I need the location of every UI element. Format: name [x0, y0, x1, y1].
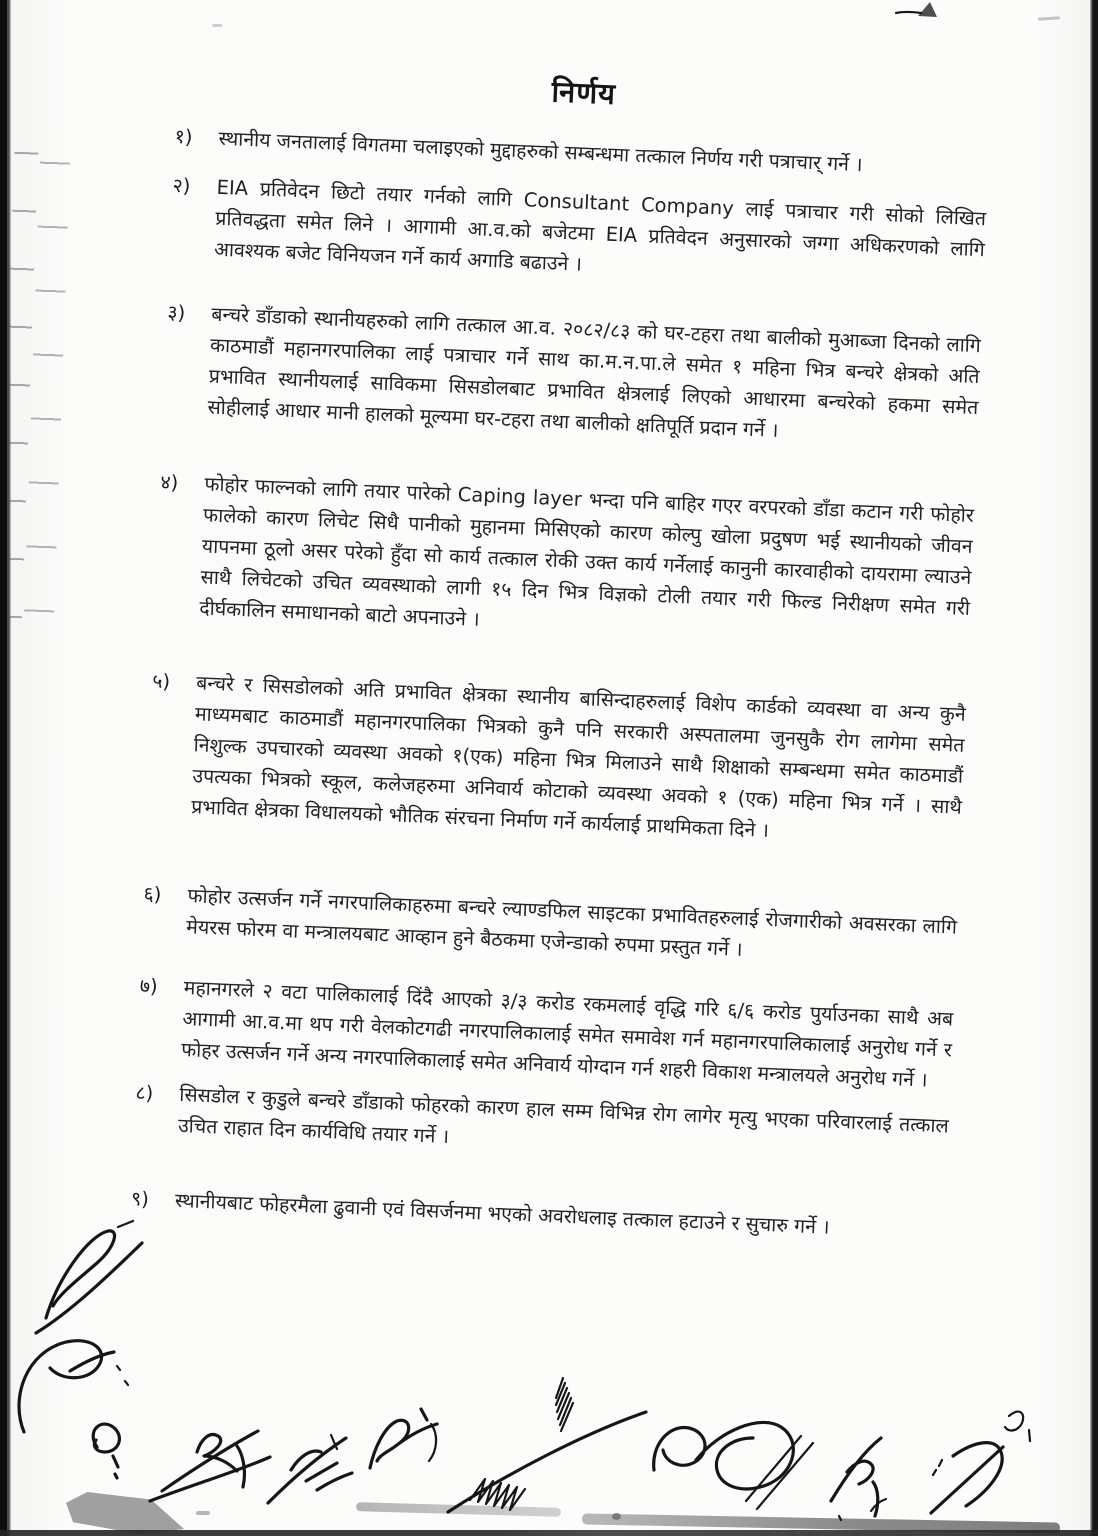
item-text: फोहोर फाल्नको लागि तयार पारेको Caping layer भन्दा पनि बाहिर गएर वरपरको डाँडा कटान गरी फोहोर फालेको कारण लिचेट सिधै पानीको मुहानमा मिसिएको कारण कोल्पु खोला प्रदुषण भई स्थानीयको जीवन यापनमा ठूलो असर परेको हुँदा सो कार्य तत्काल रोकी उक्त कार्य गर्नेलाई कानुनी कारवाहीको दायरामा ल्याउने साथै लिचेटको उचित व्यवस्थाको लागी १५ दिन भित्र विज्ञको टोली तयार गरी फिल्ड निरीक्षण समेत गरी दीर्घकालिन समाधानको बाटो अपनाउने । [198, 472, 975, 631]
page-title: निर्णय [550, 74, 617, 111]
item-number: ६) [143, 882, 162, 907]
scan-edge-left [0, 0, 11, 1536]
item-text: फोहोर उत्सर्जन गर्ने नगरपालिकाहरुमा बन्चरे ल्याण्डफिल साइटका प्रभावितहरुलाई रोजगारीको अवसरका लागि मेयरस फोरम वा मन्त्रालयबाट आव्हान हुने बैठकमा एजेन्डाको रुपमा प्रस्तुत गर्ने । [185, 884, 958, 961]
signature-10-slash [931, 1447, 1003, 1513]
decision-item-6 [142, 878, 958, 973]
signature-2-dots [117, 1366, 128, 1385]
signature-1 [46, 1231, 115, 1318]
signature-8 [654, 1422, 794, 1489]
signature-10-dots [933, 1430, 1030, 1475]
signature-4-underline [150, 1457, 270, 1501]
item-text: सिसडोल र कुडुले बन्चरे डाँडाको फोहरको कारण हाल सम्म विभिन्न रोग लागेर मृत्यु भएका परिवारलाई तत्काल उचित राहात दिन कार्यविधि तयार गर्ने । [177, 1082, 950, 1149]
signature-9 [831, 1438, 881, 1516]
signature-7-slash [448, 1412, 646, 1512]
signature-7-feather [556, 1378, 573, 1431]
signature-5 [268, 1438, 352, 1503]
item-number: ३) [167, 300, 186, 325]
signature-9-accent [839, 1499, 886, 1520]
item-number: ५) [151, 669, 171, 694]
signature-4 [162, 1431, 258, 1491]
decision-item-9 [130, 1183, 945, 1247]
smudge-streak-left [356, 1502, 561, 1517]
item-text: बन्चरे र सिसडोलको अति प्रभावित क्षेत्रका स्थानीय बासिन्दाहरुलाई विशेप कार्डको व्यवस्था वा अन्य कुनै माध्यमबाट काठमाडौं महानगरपालिका भित्रको कुनै पनि सरकारी अस्पतालमा जुनसुकै रोग लागेमा समेत निशुल्क उपचारको व्यवस्था अवको १(एक) महिना भित्र मिलाउने साथै शिक्षाको सम्बन्धमा समेत काठमाडौं उपत्यका भित्रको स्कूल, कलेजहरुमा अनिवार्य कोटाको व्यवस्था अवको १ (एक) महिना भित्र गर्ने । साथै प्रभावित क्षेत्रका विधालयको भौतिक संरचना निर्माण गर्ने कार्यलाई प्राथमिकता दिने । [190, 671, 967, 842]
pencil-smudge-blob [66, 1492, 184, 1534]
signature-8-slashes [746, 1436, 813, 1509]
decision-item-3 [163, 297, 981, 454]
corner-arrow-mark [918, 2, 937, 17]
decision-list [130, 121, 988, 1247]
item-text: EIA प्रतिवेदन छिटो तयार गर्नको लागि Consultant Company लाई पत्राचार गरी सोको लिखित प्रतिवद्धता समेत लिने । आगामी आ.व.को बजेटमा EIA प्रतिवेदन अनुसारको जग्गा अधिकरणको लागि आवश्यक बजेट विनियजन गर्ने कार्य अगाडि बढाउने । [213, 175, 987, 276]
signature-10-top [1005, 1412, 1023, 1431]
item-number: ८) [134, 1081, 154, 1105]
signature-1-underline [36, 1243, 142, 1333]
item-number: ९) [130, 1187, 150, 1211]
signature-3 [93, 1424, 119, 1478]
signature-10 [953, 1443, 1002, 1506]
decision-item-4 [155, 467, 975, 655]
signature-5-accent [331, 1435, 337, 1449]
decision-document [130, 56, 991, 1247]
decision-item-2 [170, 170, 987, 296]
item-number: ४) [160, 470, 179, 495]
signature-6 [370, 1409, 437, 1468]
item-number: १) [174, 124, 193, 149]
item-number: २) [172, 173, 191, 198]
decision-item-7 [137, 970, 954, 1096]
signature-6-tail [429, 1424, 436, 1461]
smudge-dot-small [196, 1511, 210, 1515]
item-text: स्थानीय जनतालाई विगतमा चलाइएको मुद्दाहरुको सम्बन्धमा तत्काल निर्णय गरी पत्राचार् गर्ने । [218, 126, 864, 177]
item-text: महानगरले २ वटा पालिकालाई दिंदै आएको ३/३ करोड रकमलाई वृद्धि गरि ६/६ करोड पुर्याउनका साथै अब आगामी आ.व.मा थप गरी वेलकोटगढी नगरपालिकालाई समेत समावेश गर्न महानगरपालिकालाई अनुरोध गर्ने र फोहर उत्सर्जन गर्ने अन्य नगरपालिकालाई समेत अनिवार्य योग्दान गर्न शहरी विकाश मन्त्रालयले अनुरोध गर्ने । [180, 976, 954, 1092]
signature-2 [19, 1341, 114, 1432]
faint-scan-dash-2 [212, 24, 222, 27]
item-text: स्थानीयबाट फोहरमैला ढुवानी एवं विसर्जनमा भएको अवरोधलाइ तत्काल हटाउने र सुचारु गर्ने । [174, 1188, 831, 1239]
faint-scan-dash [1038, 16, 1060, 21]
scan-edge-right [1090, 0, 1098, 1536]
item-text: बन्चरे डाँडाको स्थानीयहरुको लागि तत्काल आ.व. २०८२/८३ को घर-टहरा तथा बालीको मुआब्जा दिनको लागि काठमाडौं महानगरपालिका लाई पत्राचार गर्ने साथ का.म.न.पा.ले समेत १ महिना भित्र बन्चरे क्षेत्रको अति प्रभावित स्थानीयलाई साविकमा सिसडोलबाट प्रभावित क्षेत्रलाई लिएको आधारमा बन्चरेको हकमा समेत सोहीलाई आधार मानी हालको मूल्यमा घर-टहरा तथा बालीको क्षतिपूर्ति प्रदान गर्ने । [207, 302, 982, 442]
item-number: ७) [139, 974, 159, 998]
signature-1-accent [118, 1221, 133, 1227]
scan-edge-bottom [0, 1530, 1098, 1536]
decision-item-5 [147, 665, 967, 853]
corner-arrow-tail [896, 12, 921, 13]
smudge-dot [612, 1513, 621, 1520]
corner-mark-layer [0, 0, 1098, 40]
